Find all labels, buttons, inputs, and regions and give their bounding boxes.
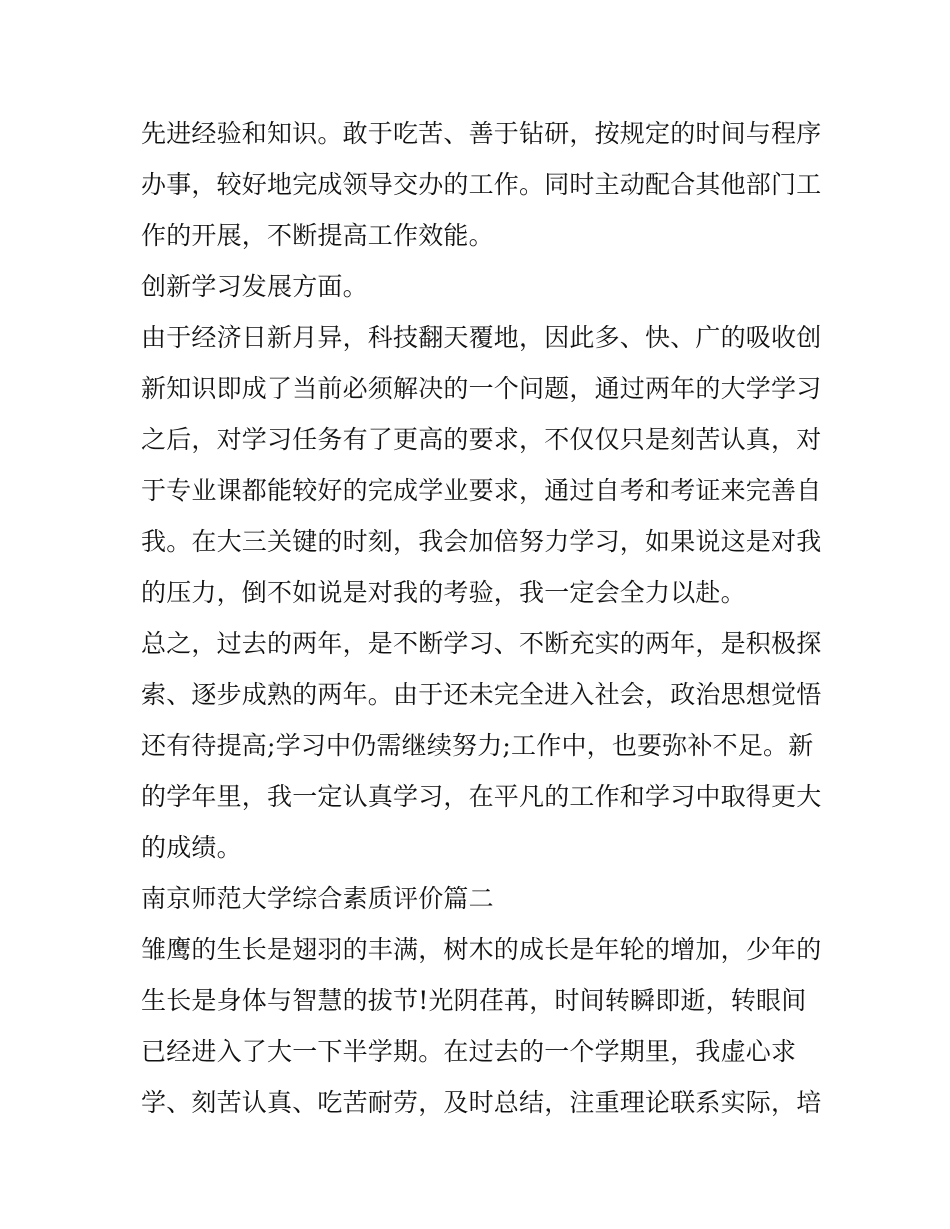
text-line: 雏鹰的生长是翅羽的丰满，树木的成长是年轮的增加，少年的	[141, 935, 822, 964]
text-line: 办事，较好地完成领导交办的工作。同时主动配合其他部门工	[141, 170, 822, 199]
section-heading: 南京师范大学综合素质评价篇二	[141, 884, 494, 913]
text-line: 作的开展，不断提高工作效能。	[141, 221, 494, 250]
text-line: 还有待提高;学习中仍需继续努力;工作中，也要弥补不足。新	[141, 731, 814, 760]
text-line: 先进经验和知识。敢于吃苦、善于钻研，按规定的时间与程序	[141, 119, 822, 148]
text-line: 总之，过去的两年，是不断学习、不断充实的两年，是积极探	[141, 629, 822, 658]
text-line: 学、刻苦认真、吃苦耐劳，及时总结，注重理论联系实际，培	[141, 1088, 822, 1117]
text-line: 已经进入了大一下半学期。在过去的一个学期里，我虚心求	[141, 1037, 797, 1066]
text-line: 于专业课都能较好的完成学业要求，通过自考和考证来完善自	[141, 476, 822, 505]
text-line: 的成绩。	[141, 833, 242, 862]
text-line: 之后，对学习任务有了更高的要求，不仅仅只是刻苦认真，对	[141, 425, 822, 454]
text-line: 我。在大三关键的时刻，我会加倍努力学习，如果说这是对我	[141, 527, 822, 556]
document-body	[141, 108, 821, 1128]
text-line: 索、逐步成熟的两年。由于还未完全进入社会，政治思想觉悟	[141, 680, 822, 709]
text-line: 由于经济日新月异，科技翻天覆地，因此多、快、广的吸收创	[141, 323, 822, 352]
text-line: 的压力，倒不如说是对我的考验，我一定会全力以赴。	[141, 578, 746, 607]
section-heading: 创新学习发展方面。	[141, 272, 368, 301]
text-line: 生长是身体与智慧的拔节!光阴荏苒，时间转瞬即逝，转眼间	[141, 986, 807, 1015]
text-line: 的学年里，我一定认真学习，在平凡的工作和学习中取得更大	[141, 782, 822, 811]
text-line: 新知识即成了当前必须解决的一个问题，通过两年的大学学习	[141, 374, 822, 403]
